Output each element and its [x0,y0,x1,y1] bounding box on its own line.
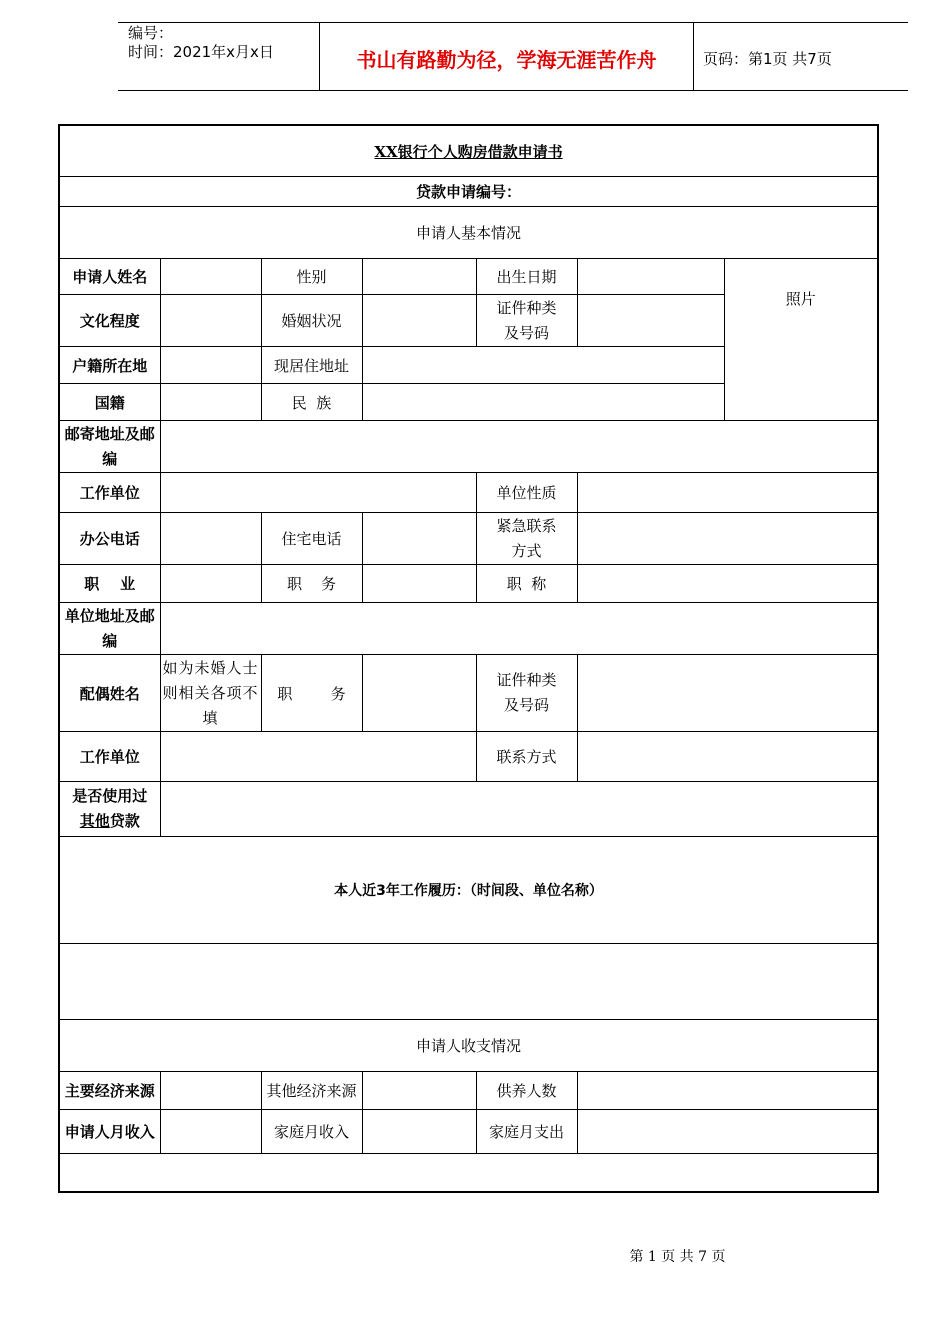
nationality-field[interactable] [160,384,261,421]
header-motto: 书山有路勤为径，学海无涯苦作舟 [356,48,657,72]
work-address-label [59,603,160,655]
blank-row[interactable] [59,1154,878,1192]
code-label: 编号： [128,24,174,42]
header-page-info: 页码：第1页 共7页 [703,50,832,68]
section-income-expense: 申请人收支情况 [59,1020,878,1072]
photo-box[interactable]: 照片 [724,259,878,421]
other-income-label: 其他经济来源 [261,1072,362,1110]
work-history-label[interactable]: 本人近3年工作履历：（时间段、单位名称） [59,837,878,944]
home-phone-field[interactable] [362,513,476,565]
office-phone-label: 办公电话 [59,513,160,565]
family-income-field[interactable] [362,1110,476,1154]
page-footer: 第 1 页 共 7 页 [629,1249,726,1265]
spouse-id-label [476,655,577,732]
work-address-label-line2: 编 [102,631,118,650]
spouse-id-label-line1: 证件种类 [496,671,557,689]
work-address-label-line1: 单位地址及邮 [64,606,155,625]
monthly-income-label: 申请人月收入 [59,1110,160,1154]
other-loan-field[interactable] [160,782,878,837]
other-loan-label [59,782,160,837]
spouse-contact-field[interactable] [577,732,878,782]
id-type-label-line1: 证件种类 [496,298,557,317]
spouse-name-label: 配偶姓名 [59,655,160,732]
time-label: 时间：2021年x月x日 [128,43,274,61]
page-header [118,22,908,91]
main-income-label: 主要经济来源 [59,1072,160,1110]
header-meta [128,24,274,62]
spouse-employer-field[interactable] [160,732,476,782]
education-label: 文化程度 [59,295,160,347]
title-rank-label: 职 称 [476,565,577,603]
employer-label: 工作单位 [59,473,160,513]
emergency-label [476,513,577,565]
mail-address-label-line1: 邮寄地址及邮 [64,424,155,443]
current-address-field[interactable] [362,347,724,384]
other-loan-suffix: 贷款 [109,812,140,830]
form-title [59,125,878,177]
other-loan-underlined: 其他 [79,812,110,830]
emergency-label-line1: 紧急联系 [496,516,557,535]
id-type-label [476,295,577,347]
emergency-field[interactable] [577,513,878,565]
name-label: 申请人姓名 [59,259,160,295]
form-title-prefix: XX [374,142,398,161]
birth-label: 出生日期 [476,259,577,295]
header-divider [693,22,694,90]
spouse-position-field[interactable] [362,655,476,732]
mail-address-label [59,421,160,473]
other-income-field[interactable] [362,1072,476,1110]
emergency-label-line2: 方式 [511,541,542,560]
form-title-text: 银行个人购房借款申请书 [397,142,563,161]
employer-field[interactable] [160,473,476,513]
id-type-field[interactable] [577,295,724,347]
spouse-contact-label: 联系方式 [476,732,577,782]
marital-label: 婚姻状况 [261,295,362,347]
dependents-label: 供养人数 [476,1072,577,1110]
spouse-note: 如为未婚人士则相关各项不填 [160,655,261,732]
position-field[interactable] [362,565,476,603]
section-basic-info: 申请人基本情况 [59,207,878,259]
gender-label: 性别 [261,259,362,295]
office-phone-field[interactable] [160,513,261,565]
spouse-position-label: 职 务 [261,655,362,732]
family-income-label: 家庭月收入 [261,1110,362,1154]
employer-nature-label: 单位性质 [476,473,577,513]
other-loan-label-line2 [62,809,158,834]
gender-field[interactable] [362,259,476,295]
home-phone-label: 住宅电话 [261,513,362,565]
name-field[interactable] [160,259,261,295]
marital-field[interactable] [362,295,476,347]
work-history-field[interactable] [59,944,878,1020]
birth-field[interactable] [577,259,724,295]
occupation-label: 职 业 [59,565,160,603]
spouse-id-label-line2: 及号码 [503,696,549,714]
mail-address-label-line2: 编 [102,449,118,468]
employer-nature-field[interactable] [577,473,878,513]
monthly-income-field[interactable] [160,1110,261,1154]
position-label: 职 务 [261,565,362,603]
title-rank-field[interactable] [577,565,878,603]
hukou-label: 户籍所在地 [59,347,160,384]
id-type-label-line2: 及号码 [503,323,549,342]
spouse-employer-label: 工作单位 [59,732,160,782]
ethnicity-label: 民 族 [261,384,362,421]
main-income-field[interactable] [160,1072,261,1110]
family-expense-label: 家庭月支出 [476,1110,577,1154]
education-field[interactable] [160,295,261,347]
current-address-label: 现居住地址 [261,347,362,384]
application-no-label: 贷款申请编号： [59,177,878,207]
nationality-label: 国籍 [59,384,160,421]
hukou-field[interactable] [160,347,261,384]
dependents-field[interactable] [577,1072,878,1110]
work-address-field[interactable] [160,603,878,655]
occupation-field[interactable] [160,565,261,603]
spouse-id-field[interactable] [577,655,878,732]
other-loan-label-line1: 是否使用过 [72,787,148,805]
family-expense-field[interactable] [577,1110,878,1154]
mail-address-field[interactable] [160,421,878,473]
ethnicity-field[interactable] [362,384,724,421]
loan-application-form [58,124,879,1193]
